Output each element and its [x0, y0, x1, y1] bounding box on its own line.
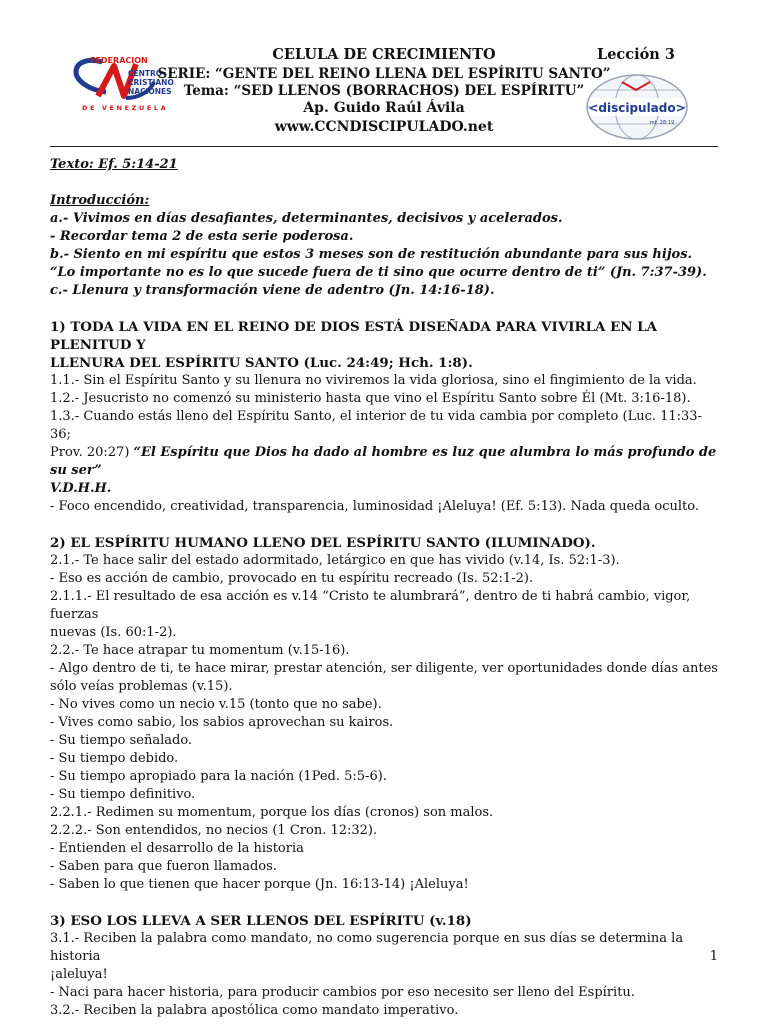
section-2-heading: 2) EL ESPÍRITU HUMANO LLENO DEL ESPÍRITU SANTO (ILUMINADO). — [50, 535, 596, 551]
svg-text:FEDERACION: FEDERACION — [90, 56, 148, 65]
intro-line: “Lo importante no es lo que sucede fuera de ti sino que ocurre dentro de ti” (Jn. 7:37-39). — [50, 265, 707, 280]
section-1-heading-cont: LLENURA DEL ESPÍRITU SANTO (Luc. 24:49; Hch. 1:8). — [50, 355, 473, 371]
section-3-heading: 3) ESO LOS LLEVA A SER LLENOS DEL ESPÍRITU (v.18) — [50, 913, 472, 929]
section-2-line: - Algo dentro de ti, te hace mirar, prestar atención, ser diligente, ver oportunidades donde días antes — [50, 661, 718, 676]
section-2-line: - Saben lo que tienen que hacer porque (Jn. 16:13-14) ¡Aleluya! — [50, 877, 469, 892]
section-2-line: 2.2.1.- Redimen su momentum, porque los días (cronos) son malos. — [50, 805, 494, 820]
svg-text:mt. 28:19: mt. 28:19 — [649, 120, 675, 126]
svg-text:NACIONES: NACIONES — [128, 87, 172, 96]
document-header — [0, 44, 768, 140]
section-2-line: - Su tiempo señalado. — [50, 733, 193, 748]
section-3-line: - Naci para hacer historia, para producir cambios por eso necesito ser lleno del Espíritu. — [50, 985, 635, 1000]
svg-text:<discipulado>: <discipulado> — [588, 101, 686, 115]
lesson-label: Lección 3 — [597, 46, 675, 63]
section-2-line: 2.2.2.- Son entendidos, no necios (1 Cron. 12:32). — [50, 823, 378, 838]
section-2-line: - Su tiempo definitivo. — [50, 787, 196, 802]
section-2-line: - Su tiempo apropiado para la nación (1Ped. 5:5-6). — [50, 769, 387, 784]
section-3-line: ¡aleluya! — [50, 967, 108, 982]
page-number: 1 — [709, 949, 718, 964]
intro-line: - Recordar tema 2 de esta serie poderosa. — [50, 229, 354, 244]
section-1-heading: 1) TODA LA VIDA EN EL REINO DE DIOS ESTÁ DISEÑADA PARA VIVIRLA EN LA PLENITUD Y — [50, 319, 657, 353]
section-2-line: nuevas (Is. 60:1-2). — [50, 625, 177, 640]
svg-text:CRISTIANO: CRISTIANO — [128, 78, 174, 87]
section-2-line: - Eso es acción de cambio, provocado en tu espíritu recreado (Is. 52:1-2). — [50, 571, 534, 586]
document-title: CELULA DE CRECIMIENTO — [272, 46, 496, 63]
section-2-line: sólo veías problemas (v.15). — [50, 679, 233, 694]
section-2-line: 2.2.- Te hace atrapar tu momentum (v.15-16). — [50, 643, 350, 658]
website: www.CCNDISCIPULADO.net — [274, 119, 494, 135]
intro-line: b.- Siento en mi espíritu que estos 3 meses son de restitución abundante para sus hijos. — [50, 247, 693, 262]
document-body — [50, 156, 722, 1020]
section-2-line: - Entienden el desarrollo de la historia — [50, 841, 304, 856]
section-3-line: 3.2.- Reciben la palabra apostólica como mandato imperativo. — [50, 1003, 459, 1018]
section-1-line — [50, 444, 722, 480]
proverb-reference: Prov. 20:27) — [50, 445, 134, 460]
header-divider — [50, 146, 718, 147]
quote-source: V.D.H.H. — [50, 481, 112, 496]
section-2-line: - Vives como sabio, los sabios aprovechan su kairos. — [50, 715, 394, 730]
author-name: Ap. Guido Raúl Ávila — [303, 100, 465, 116]
section-1-line: 1.2.- Jesucristo no comenzó su ministerio hasta que vino el Espíritu Santo sobre Él (Mt. 3:16-18). — [50, 391, 691, 406]
svg-text:DE VENEZUELA: DE VENEZUELA — [82, 104, 169, 112]
section-1-line: 1.1.- Sin el Espíritu Santo y su llenura no viviremos la vida gloriosa, sino el fingimiento de la vida. — [50, 373, 697, 388]
scripture-reference: Texto: Ef. 5:14-21 — [50, 157, 178, 172]
section-2-line: - Su tiempo debido. — [50, 751, 179, 766]
svg-text:CENTRO: CENTRO — [128, 69, 163, 78]
series-title: SERIE: “GENTE DEL REINO LLENA DEL ESPÍRITU SANTO” — [157, 66, 611, 82]
intro-heading: Introducción: — [50, 193, 150, 208]
section-1-line: - Foco encendido, creatividad, transparencia, luminosidad ¡Aleluya! (Ef. 5:13). Nada queda oculto. — [50, 499, 699, 514]
quote-text: “El Espíritu que Dios ha dado al hombre es luz que alumbra lo más profundo de su ser” — [50, 445, 717, 478]
topic-title: Tema: “SED LLENOS (BORRACHOS) DEL ESPÍRITU” — [183, 83, 585, 99]
section-2-line: 2.1.1.- El resultado de esa acción es v.14 “Cristo te alumbrará”, dentro de ti habrá cambio, vigor, fuerzas — [50, 589, 691, 622]
section-3-line: 3.1.- Reciben la palabra como mandato, no como sugerencia porque en sus días se determina la historia — [50, 931, 684, 964]
intro-line: a.- Vivimos en días desafiantes, determinantes, decisivos y acelerados. — [50, 211, 563, 226]
section-1-line: 1.3.- Cuando estás lleno del Espíritu Santo, el interior de tu vida cambia por completo (Luc. 11:33-36; — [50, 409, 702, 442]
discipulado-logo — [584, 72, 690, 142]
section-2-line: 2.1.- Te hace salir del estado adormitado, letárgico en que has vivido (v.14, Is. 52:1-3). — [50, 553, 620, 568]
section-2-line: - No vives como un necio v.15 (tonto que no sabe). — [50, 697, 382, 712]
section-2-line: - Saben para que fueron llamados. — [50, 859, 277, 874]
intro-line: c.- Llenura y transformación viene de adentro (Jn. 14:16-18). — [50, 283, 495, 298]
